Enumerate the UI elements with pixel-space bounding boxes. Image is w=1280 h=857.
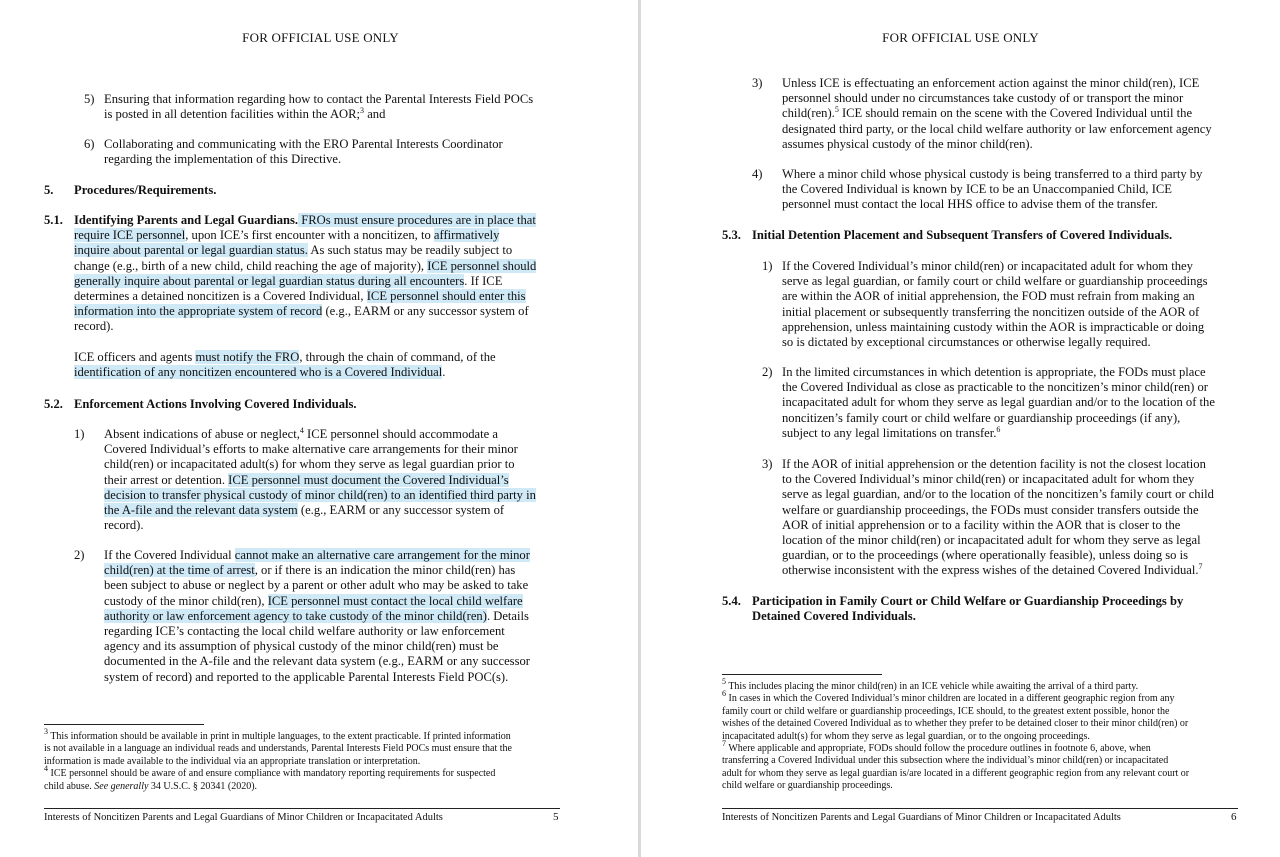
footer-rule [722, 808, 1238, 809]
list-item-5 [104, 92, 533, 122]
text-line: Absent indications of abuse or neglect, [104, 427, 300, 441]
text-line: AOR of initial apprehension or to a facility within the AOR that is closer to the [782, 517, 1181, 532]
text-line: so is dictated by exceptional circumstances or otherwise legally required. [782, 335, 1151, 350]
text-line: custody of the minor child(ren), [104, 593, 268, 608]
text-line: apprehension, unless maintaining custody within the AOR is impracticable or doing [782, 319, 1205, 334]
text-line: change (e.g., birth of a new child, child reaching the age of majority), [74, 258, 428, 273]
footnote-ref[interactable]: 7 [1198, 562, 1203, 572]
page-number: 6 [1231, 811, 1237, 823]
text-line: , upon ICE’s first encounter with a noncitizen [185, 228, 415, 243]
footnotes [722, 677, 1190, 793]
text-line: otherwise inconsistent with the express wishes of the detained Covered Individual. [782, 563, 1199, 578]
text-line: Ensuring that information regarding how to contact the Parental Interests Field POCs [104, 92, 534, 106]
highlight: ICE personnel must document the Covered Individual’s [228, 472, 509, 487]
text-line: ICE personnel should be aware of and ensure compliance with mandatory reporting requirements for suspected [48, 768, 496, 780]
footnote-number: 7 [722, 739, 726, 749]
list-item-3 [782, 76, 1212, 152]
text-line: If the Covered Individual’s minor child(ren) or incapacitated adult for whom they [782, 259, 1193, 273]
highlight: authority or law enforcement agency to take custody of the minor child(ren) [104, 608, 487, 623]
highlight: cannot make an alternative care arrangement for the minor [234, 548, 530, 562]
text-line: personnel must contact the local HHS office to advise them of the transfer. [782, 197, 1158, 212]
text-line: As such status may be readily subject to [307, 243, 513, 258]
list-item-5-2-1 [104, 427, 536, 533]
text-line: and [364, 107, 386, 122]
text-line: location of the minor child(ren) or incapacitated adult for whom they serve as legal [782, 533, 1201, 548]
text-line: documented in the A-file and the relevant data system (e.g., EARM or any successor [104, 654, 530, 669]
list-number: 1) [74, 427, 85, 441]
text-line: their arrest or detention. [104, 472, 229, 487]
highlight: child(ren) at the time of arrest [104, 563, 255, 578]
footer-rule [44, 808, 560, 809]
text-line: ICE personnel should accommodate a [303, 427, 498, 441]
text-line: guardian, or to the proceedings (where operationally feasible), unless doing so is [782, 548, 1189, 563]
text-line: assumes physical custody of the minor child(ren). [782, 136, 1033, 151]
text-line: been subject to abuse or neglect by a parent or other adult who may be asked to take [104, 578, 529, 593]
text-line: noncitizen’s family court or child welfare or guardianship proceedings (if any), [782, 410, 1181, 425]
highlight: ICE personnel should enter this [366, 289, 526, 304]
section-title: Procedures/Requirements. [74, 183, 217, 197]
text-line: child(ren). [782, 106, 835, 121]
text-line: , or if there is an indication the minor child(ren) has [254, 563, 516, 578]
list-number: 1) [762, 259, 773, 273]
text-line: If the AOR of initial apprehension or the detention facility is not the closest location [782, 457, 1206, 471]
page-footer: Interests of Noncitizen Parents and Legal Guardians of Minor Children or Incapacitated Adults [44, 812, 443, 823]
list-item-5-2-2 [104, 548, 530, 685]
text-line: Collaborating and communicating with the ERO Parental Interests Coordinator [104, 137, 503, 151]
text-line: system of record) and reported to the applicable Parental Interests Field POC(s). [104, 669, 509, 684]
text-line: This information should be available in print in multiple languages, to the extent practicable. If printed information [48, 731, 511, 742]
footnote-number: 6 [722, 689, 726, 699]
highlight: information into the appropriate system of record [74, 304, 323, 319]
section-title [752, 594, 1183, 624]
text-line: This includes placing the minor child(ren) in an ICE vehicle while awaiting the arrival of a third party. [726, 681, 1139, 692]
text-line: . Details [486, 608, 529, 623]
text-line: the Covered Individual is known by ICE to be an Unaccompanied Child, ICE [782, 182, 1172, 197]
text-line: See generally [94, 780, 149, 792]
text-line: is not available in a language an individual reads and understands, Parental Interests Field POCs must ensure that the [44, 743, 512, 755]
text-line: child(ren) or incapacitated adult(s) for whom they serve as legal guardian prior to [104, 457, 515, 472]
list-item-5-3-3 [782, 457, 1214, 579]
text-line: designated third party, or the local child welfare authority or law enforcement agency [782, 121, 1212, 136]
list-number: 5) [84, 92, 95, 106]
text-line: , to [414, 228, 434, 243]
text-line: transferring a Covered Individual under this subsection where the individual’s minor child(ren) or incapacitated [722, 755, 1169, 767]
text-line: serve as legal guardian, and/or to the location of the noncitizen’s family court or child [782, 487, 1214, 502]
highlight: require ICE personnel [74, 228, 186, 243]
text-line: serve as legal guardian, or family court or child welfare or guardianship proceedings [782, 274, 1208, 289]
section-title: Enforcement Actions Involving Covered Individuals. [74, 397, 357, 411]
page-footer: Interests of Noncitizen Parents and Legal Guardians of Minor Children or Incapacitated Adults [722, 812, 1121, 823]
highlight: decision to transfer physical custody of minor child(ren) to an identified third party in [104, 487, 536, 502]
text-line: personnel should under no circumstances take custody of or transport the minor [782, 91, 1184, 106]
text-line: 34 U.S.C. § 20341 (2020). [148, 780, 258, 792]
highlight: inquire about parental or legal guardian status. [74, 243, 308, 258]
text-line: In the limited circumstances in which detention is appropriate, the FODs must place [782, 365, 1206, 379]
list-number: 6) [84, 137, 95, 151]
footnote-ref[interactable]: 3 [360, 106, 365, 116]
section-number: 5.2. [44, 397, 63, 411]
text-line: Where a minor child whose physical custody is being transferred to a third party by [782, 167, 1203, 181]
text-line: subject to any legal limitations on transfer. [782, 425, 997, 440]
text-line: initial placement or subsequently transferring the noncitizen outside of the AOR of [782, 304, 1200, 319]
text-line: adult for whom they serve as legal guardian is/are located in a different geographic region from any relevant court or [722, 767, 1190, 779]
footnote-ref[interactable]: 5 [834, 105, 839, 115]
list-number: 4) [752, 167, 763, 181]
highlight: ICE personnel should [427, 258, 537, 273]
footnote-number: 4 [44, 764, 48, 774]
page-number: 5 [553, 811, 559, 823]
list-item-4 [782, 167, 1202, 213]
text-line: incapacitated adult for whom they serve as legal guardian and/or to the location of the [782, 395, 1215, 410]
text-line: the Covered Individual as close as practicable to the noncitizen’s minor child(ren) or [782, 380, 1208, 395]
text-line: are within the AOR of initial apprehension, the FOD must refrain from making an [782, 289, 1195, 304]
highlight: identification of any noncitizen encountered who is a Covered Individual [74, 365, 443, 380]
list-number: 3) [762, 457, 773, 471]
footnote-separator [44, 724, 204, 725]
list-item-6 [104, 137, 503, 167]
text-line: ICE should remain on the scene with the Covered Individual until the [838, 106, 1193, 121]
list-item-5-3-1 [782, 259, 1208, 350]
text-line: In cases in which the Covered Individual’s minor children are located in a different geographic region from any [726, 693, 1175, 705]
text-line: wishes of the detained Covered Individual as to whether they prefer to be detained closer to their minor child(ren) or [722, 718, 1189, 730]
footnote-separator [722, 674, 882, 675]
text-line: ICE officers and agents [74, 350, 196, 364]
section-number: 5.4. [722, 594, 741, 608]
text-line: child welfare or guardianship proceedings. [722, 780, 893, 792]
text-line: child abuse. [44, 780, 95, 792]
list-item-5-3-2 [782, 365, 1215, 441]
text-line: is posted in all detention facilities within the AOR; [104, 107, 361, 122]
section-title: Initial Detention Placement and Subsequent Transfers of Covered Individuals. [752, 228, 1173, 242]
footnote-ref[interactable]: 4 [299, 426, 304, 435]
footnote-number: 3 [44, 727, 48, 736]
footnotes [44, 727, 512, 793]
page-header: FOR OFFICIAL USE ONLY [882, 30, 1039, 45]
text-line: . If ICE [464, 273, 503, 288]
highlight: the A-file and the relevant data system [104, 503, 298, 518]
text-line: If the Covered Individual [104, 548, 235, 562]
text-line: Covered Individual’s efforts to make alternative care arrangements for their minor [104, 442, 518, 457]
list-number: 2) [74, 548, 85, 562]
section-5-1-paragraph [74, 213, 536, 335]
text-line: welfare or guardianship proceedings, the FODs must consider transfers outside the [782, 502, 1199, 517]
text-line: information is made available to the individual via an appropriate translation or interpretation. [44, 755, 421, 767]
text-line: (e.g., EARM or any successor system of [297, 503, 505, 518]
text-line: record). [104, 518, 144, 533]
highlight: affirmatively [433, 228, 500, 243]
highlight: must notify the FRO [195, 350, 300, 364]
text-line: incapacitated adult(s) for whom they serve as legal guardian, or to the ongoing proceedings. [722, 730, 1090, 742]
section-number: 5.1. [44, 213, 63, 227]
text-line: Detained Covered Individuals. [752, 609, 916, 624]
highlight: ICE personnel must contact the local child welfare [267, 593, 523, 608]
text-line: , through the chain of command, of the [299, 350, 496, 364]
text-line: (e.g., EARM or any successor system of [322, 304, 529, 319]
text-line: regarding the implementation of this Directive. [104, 152, 342, 167]
footnote-number: 5 [722, 677, 726, 686]
text-line: Where applicable and appropriate, FODs should follow the procedure outlines in footnote 6, above, when [726, 743, 1151, 755]
text-line: record). [74, 319, 114, 334]
page-header: FOR OFFICIAL USE ONLY [242, 30, 399, 45]
list-number: 2) [762, 365, 773, 379]
text-line: family court or child welfare or guardianship proceedings, ICE should, to the greatest extent possible, honor the [722, 705, 1170, 717]
text-line: . [442, 365, 446, 380]
text-line: regarding ICE’s contacting the local child welfare authority or law enforcement [104, 624, 505, 639]
section-number: 5. [44, 183, 54, 197]
section-5-1-paragraph-2 [74, 350, 496, 380]
section-title: Identifying Parents and Legal Guardians. [74, 213, 299, 227]
text-line: determines a detained noncitizen is a Covered Individual, [74, 289, 367, 304]
text-line: agency and its assumption of physical custody of the minor child(ren) must be [104, 639, 499, 654]
text-line: to the Covered Individual’s minor child(ren) or incapacitated adult for whom they [782, 472, 1195, 487]
highlight: FROs must ensure procedures are in place that [298, 213, 536, 227]
page-6 [641, 0, 1280, 857]
highlight: generally inquire about parental or legal guardian status during all encounters [74, 273, 465, 288]
section-number: 5.3. [722, 228, 741, 242]
text-line: Unless ICE is effectuating an enforcement action against the minor child(ren), ICE [782, 76, 1200, 90]
footnote-ref[interactable]: 6 [996, 424, 1001, 434]
text-line: Participation in Family Court or Child Welfare or Guardianship Proceedings by [752, 594, 1184, 608]
list-number: 3) [752, 76, 763, 90]
